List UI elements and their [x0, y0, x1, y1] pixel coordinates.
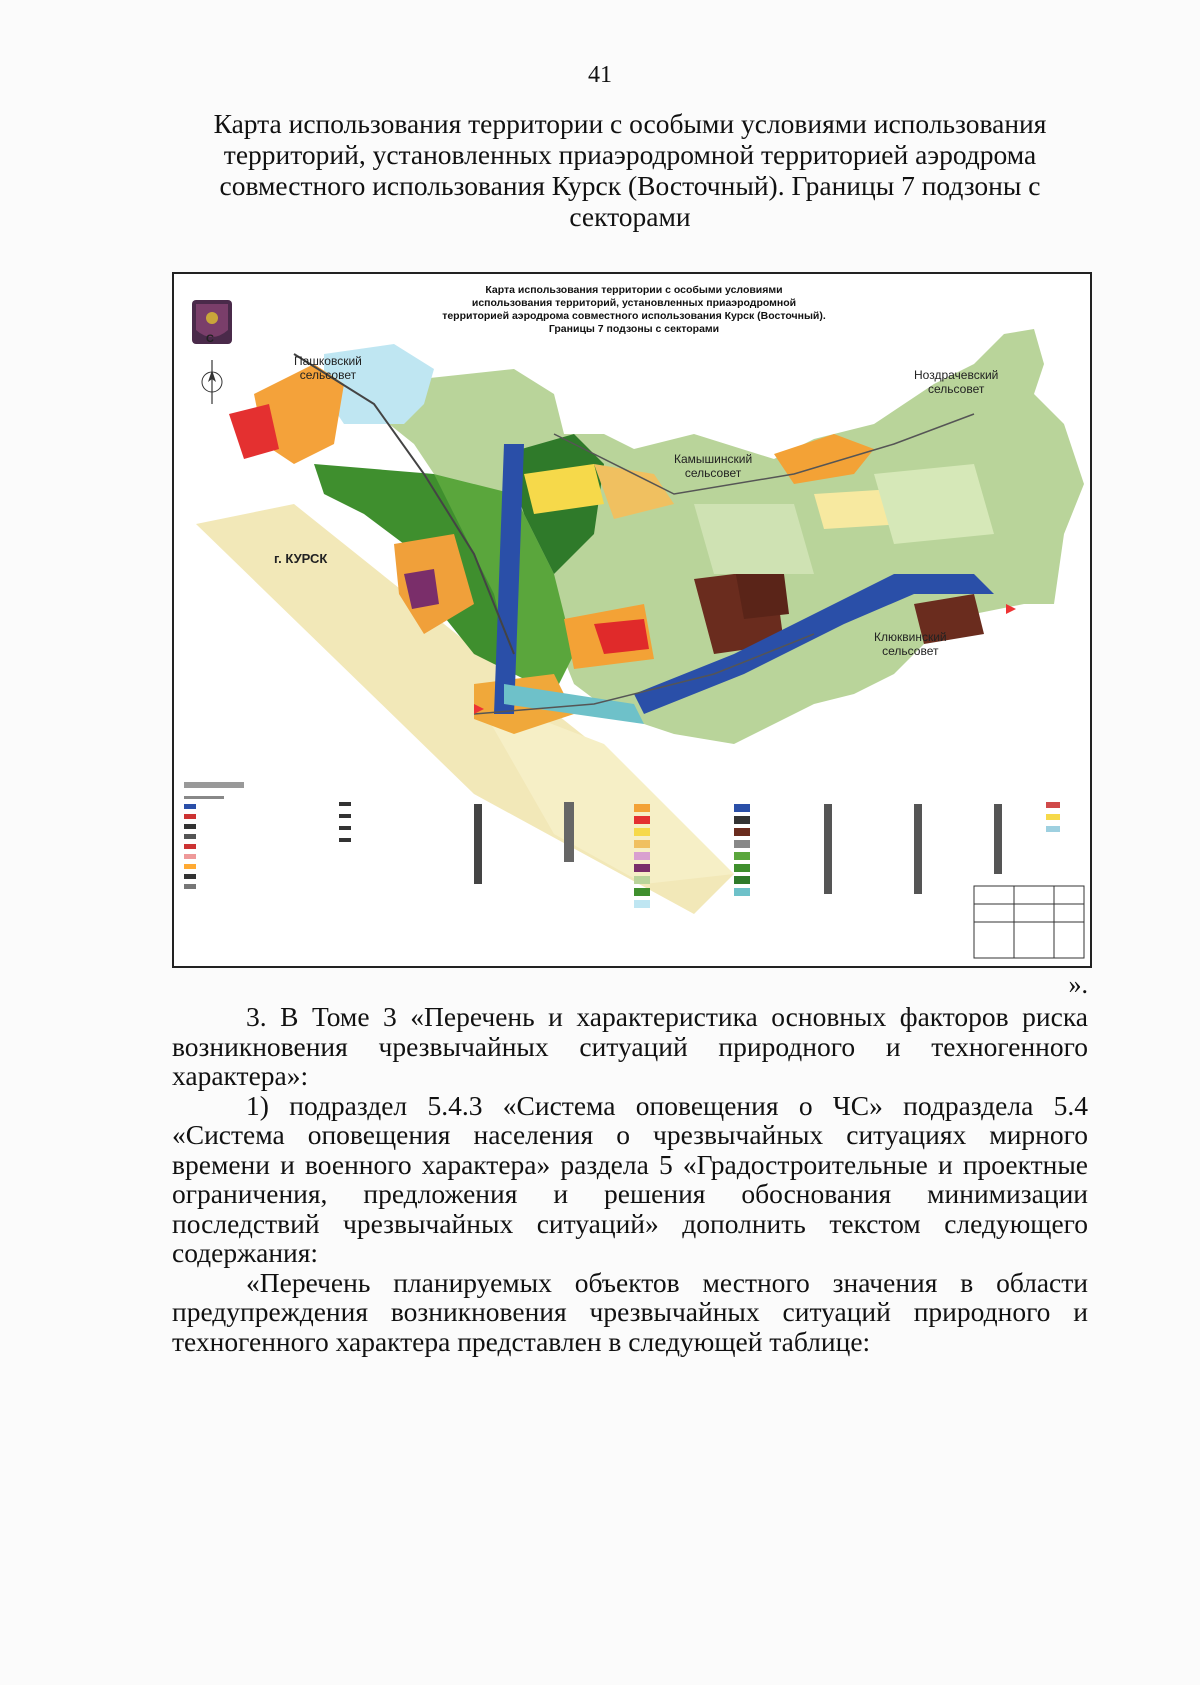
region-label-klyukvinsky: Клюквинский сельсовет: [874, 630, 947, 658]
page-number: 41: [588, 62, 612, 88]
region-label-pashkovsky: Пашковский сельсовет: [294, 354, 362, 382]
compass-icon: [202, 360, 222, 404]
map-figure: [172, 272, 1092, 968]
compass-north-label: С: [206, 333, 214, 345]
closing-quote: ».: [1068, 970, 1088, 999]
stamp-title-block: [974, 886, 1084, 958]
page-title: Карта использования территории с особыми условиями использования территорий, установленных приаэродромной территорией аэродрома совместного использования Курск (Восточный). Границы 7 подзоны с секторами: [213, 108, 1047, 232]
paragraph-2: 1) подраздел 5.4.3 «Система оповещения о ЧС» подраздела 5.4 «Система оповещения населения о чрезвычайных ситуациях мирного времени и военного характера» раздела 5 «Градостроительные и проектные ограничения, предложения и решения обоснования минимизации последствий чрезвычайных ситуаций» дополнить текстом следующего содержания:: [172, 1089, 1088, 1268]
region-label-nozdrachevsky: Ноздрачевский сельсовет: [914, 368, 999, 396]
map-title: Карта использования территории с особыми условиями использования территорий, установленных приаэродромной территорией аэродрома совместного использования Курск (Восточный). Границы 7 подзоны с секторами: [442, 284, 826, 335]
region-label-kamyshinsky: Камышинский сельсовет: [674, 452, 753, 480]
body-text: [172, 1002, 1088, 1356]
paragraph-1: 3. В Томе 3 «Перечень и характеристика основных факторов риска возникновения чрезвычайных ситуаций природного и техногенного характера»:: [172, 1001, 1088, 1091]
paragraph-3: «Перечень планируемых объектов местного значения в области предупреждения возникновения чрезвычайных ситуаций природного и техногенного характера представлен в следующей таблице:: [172, 1266, 1088, 1357]
city-label-kursk: г. КУРСК: [274, 551, 328, 566]
